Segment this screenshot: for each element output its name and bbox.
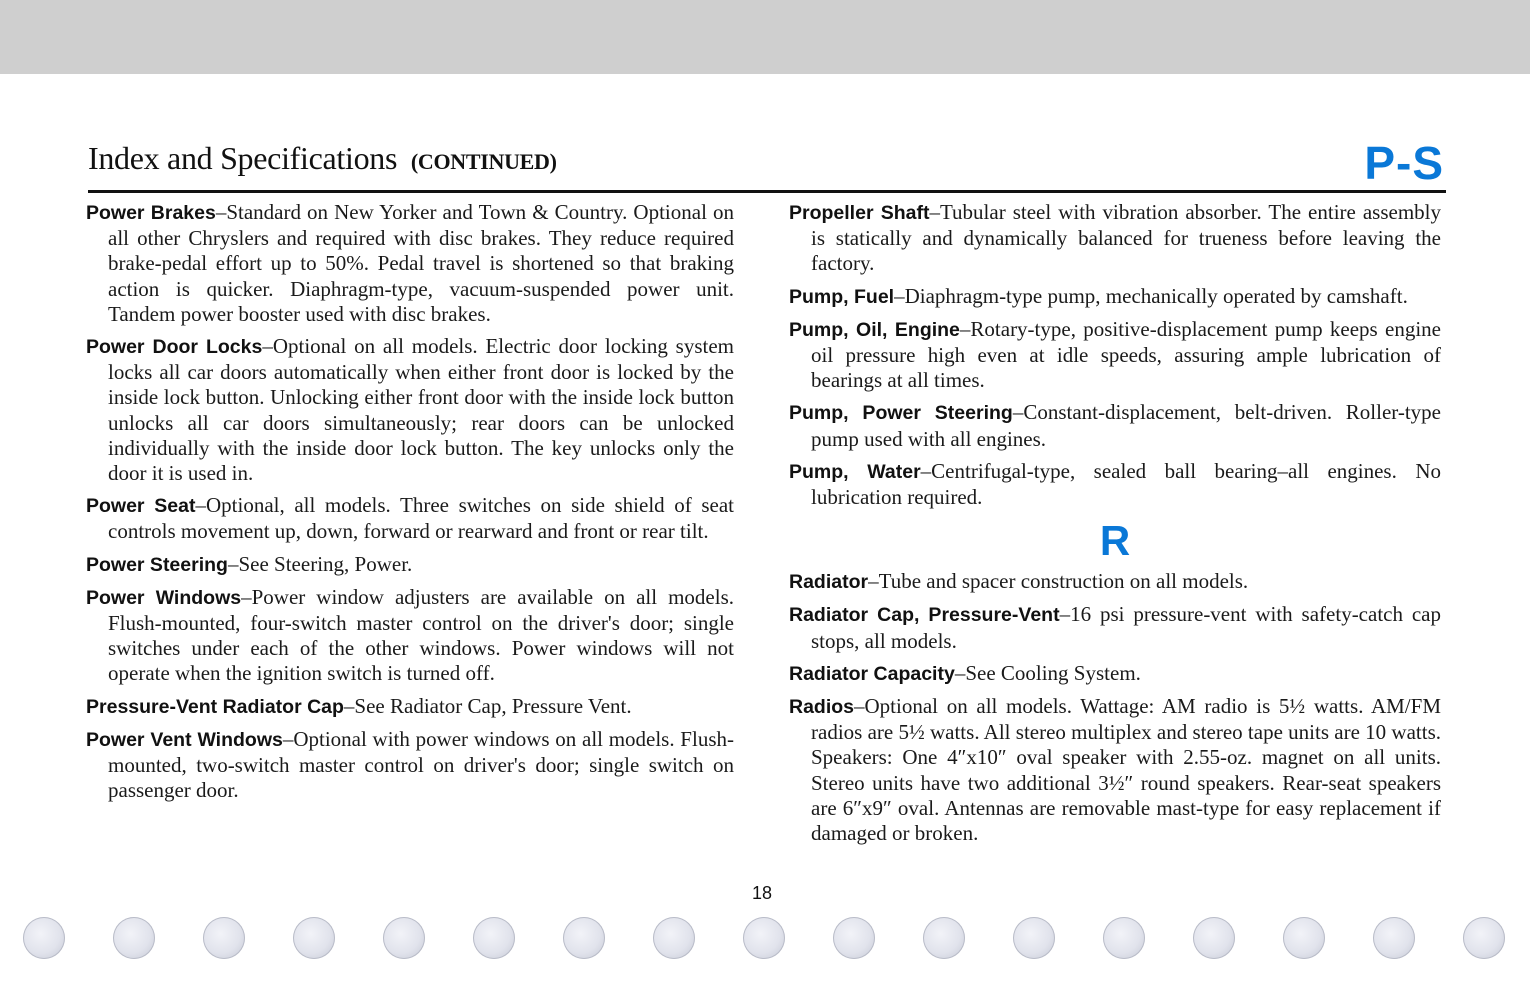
entry-term: Power Door Locks [86, 336, 263, 359]
entry [789, 602, 1441, 653]
entry [789, 694, 1441, 846]
entry-term: Radiator Capacity [789, 662, 955, 685]
entry-text: –Centrifugal-type, sealed ball bearing–all engines. No lubrication required. [811, 458, 1441, 510]
entry-text: –16 psi pressure-vent with safety-catch cap stops, all models. [811, 602, 1441, 653]
entry [789, 661, 1441, 687]
entry-term: Propeller Shaft [789, 202, 930, 224]
entry-text: –Rotary-type, positive-displacement pump keeps engine oil pressure high even at idle speeds, assuring ample lubrication of bearings at all times. [811, 316, 1441, 393]
binder-hole [1103, 917, 1145, 959]
binder-hole [1373, 917, 1415, 959]
entry-term: Power Seat [86, 495, 196, 518]
entry [789, 317, 1441, 394]
binder-hole [1463, 917, 1505, 959]
page-title [88, 140, 557, 177]
entry-text: –See Cooling System. [954, 660, 1141, 685]
page-number: 18 [752, 883, 773, 903]
entry-text: –Power window adjusters are available on all models. Flush-mounted, four-switch master control on the driver's door; single switches under each of the other windows. Power windows will not operate when the ignition switch is turned off. [108, 584, 735, 686]
entry-text: –Standard on New Yorker and Town & Country. Optional on all other Chryslers and required with disc brakes. They reduce required brake-pedal effort up to 50%. Pedal travel is shortened so that braking action is quicker. Diaphragm-type, vacuum-suspended power unit. Tandem power booster used with disc brakes. [108, 200, 734, 326]
entry [789, 459, 1441, 510]
binder-hole [203, 917, 245, 959]
entry-text: –Optional, all models. Three switches on side shield of seat controls movement up, down, forward or rearward and front or rear tilt. [108, 493, 734, 544]
entry-text: –See Radiator Cap, Pressure Vent. [343, 693, 632, 718]
entry [86, 493, 734, 544]
entry-text: –Tube and spacer construction on all models. [868, 569, 1249, 594]
entry-text: –Diaphragm-type pump, mechanically operated by camshaft. [894, 283, 1408, 308]
entry-term: Power Steering [86, 553, 228, 576]
binder-hole [563, 917, 605, 959]
entry [789, 400, 1441, 451]
binder-holes [0, 915, 1530, 965]
binder-hole [743, 917, 785, 959]
entry-text: –Optional on all models. Electric door locking system locks all car doors automatically when either front door is locked by the inside lock button. Unlocking either front door with the inside lock button unlocks all car doors simultaneously; rear doors can be unlocked individually with the inside door lock button. The key unlocks only the door it is used in. [108, 334, 734, 486]
right-column [789, 200, 1441, 853]
binder-hole [383, 917, 425, 959]
entry-term: Power Vent Windows [86, 728, 283, 751]
entry-term: Radios [789, 696, 855, 719]
binder-hole [923, 917, 965, 959]
left-column [86, 200, 734, 810]
binder-hole [653, 917, 695, 959]
entry [86, 694, 734, 720]
binder-hole [293, 917, 335, 959]
entry-term: Radiator Cap, Pressure-Vent [789, 604, 1060, 627]
entry [86, 727, 734, 804]
entry-text: –See Steering, Power. [227, 551, 413, 576]
entry [789, 569, 1441, 595]
entry-term: Pump, Fuel [789, 285, 895, 308]
entry [86, 334, 734, 486]
binder-hole [23, 917, 65, 959]
page-title-text: Index and Specifications [88, 140, 398, 176]
entry [86, 552, 734, 578]
entry-text: –Optional with power windows on all models. Flush-mounted, two-switch master control on driver's door; single switch on passenger door. [108, 726, 734, 803]
entry-term: Radiator [789, 571, 869, 594]
entry-term: Pump, Power Steering [789, 402, 1013, 425]
section-heading-r: R [1099, 517, 1131, 565]
binder-hole [473, 917, 515, 959]
entry-text: –Constant-displacement, belt-driven. Roller-type pump used with all engines. [811, 400, 1441, 451]
binder-hole [113, 917, 155, 959]
section-letters: P-S [1364, 137, 1444, 189]
binder-hole [1193, 917, 1235, 959]
entry [86, 585, 734, 687]
entry-text: –Optional on all models. Wattage: AM radio is 5½ watts. AM/FM radios are 5½ watts. All stereo multiplex and stereo tape units are 10 watts. Speakers: One 4″x10″ oval speaker with 2.55-oz. magnet on all units. Stereo units have two additional 3½″ round speakers. Rear-seat speakers are 6″x9″ oval. Antennas are removable mast-type for easy replacement if damaged or broken. [811, 694, 1441, 846]
scan-top-band [0, 0, 1530, 74]
binder-hole [1283, 917, 1325, 959]
entry-term: Power Windows [86, 586, 242, 609]
binder-hole [1013, 917, 1055, 959]
binder-hole [833, 917, 875, 959]
entry [789, 200, 1441, 277]
entry-term: Pump, Oil, Engine [789, 318, 960, 341]
entry-text: –Tubular steel with vibration absorber. The entire assembly is statically and dynamically balanced for trueness before leaving the factory. [811, 200, 1442, 276]
title-rule [88, 190, 1446, 193]
entry-term: Power Brakes [86, 202, 216, 224]
entry-term: Pressure-Vent Radiator Cap [86, 695, 344, 718]
page-title-suffix: (CONTINUED) [410, 149, 557, 174]
entry-term: Pump, Water [789, 460, 921, 483]
entry [86, 200, 734, 327]
entry [789, 284, 1441, 310]
